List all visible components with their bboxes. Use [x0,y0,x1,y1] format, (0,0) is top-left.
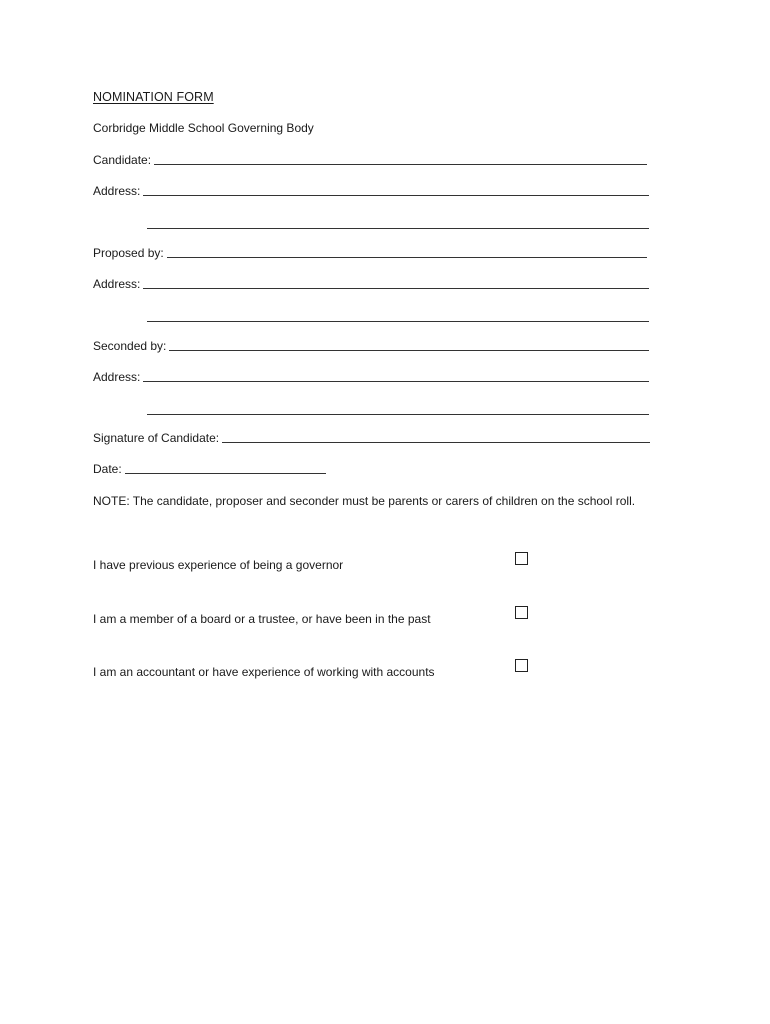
proposer-address-label: Address: [93,277,141,291]
checklist-item-board-trustee [93,610,533,628]
proposer-address-field[interactable] [93,275,649,291]
governor-experience-checkbox[interactable] [515,552,528,565]
candidate-input-line[interactable] [154,152,647,165]
proposed-by-input-line[interactable] [167,245,647,258]
candidate-label: Candidate: [93,153,152,167]
date-field[interactable] [93,460,326,476]
seconded-by-field[interactable] [93,337,649,353]
candidate-address-input-line[interactable] [143,183,649,196]
candidate-address-field[interactable] [93,182,649,198]
checklist-label: I am an accountant or have experience of working with accounts [93,665,435,679]
checklist-item-accounts-experience [93,663,533,681]
form-title: NOMINATION FORM [93,90,214,104]
seconder-address-line-2[interactable] [147,413,649,415]
seconder-address-field[interactable] [93,368,649,384]
checklist-label: I have previous experience of being a governor [93,558,344,572]
seconder-address-input-line[interactable] [143,369,649,382]
signature-input-line[interactable] [222,430,650,443]
candidate-address-line-2[interactable] [147,227,649,229]
proposed-by-label: Proposed by: [93,246,164,260]
seconded-by-input-line[interactable] [169,338,649,351]
proposed-by-field[interactable] [93,244,647,260]
date-input-line[interactable] [125,461,326,474]
seconded-by-label: Seconded by: [93,339,167,353]
accounts-experience-checkbox[interactable] [515,659,528,672]
seconder-address-label: Address: [93,370,141,384]
form-subtitle: Corbridge Middle School Governing Body [93,121,314,135]
signature-field[interactable] [93,429,650,445]
checklist-item-governor-experience [93,556,533,574]
date-label: Date: [93,462,122,476]
signature-label: Signature of Candidate: [93,431,220,445]
candidate-address-label: Address: [93,184,141,198]
candidate-field[interactable] [93,151,647,167]
board-trustee-checkbox[interactable] [515,606,528,619]
eligibility-note: NOTE: The candidate, proposer and seconder must be parents or carers of children on the school roll. [93,494,636,508]
proposer-address-line-2[interactable] [147,320,649,322]
checklist-label: I am a member of a board or a trustee, or have been in the past [93,612,431,626]
proposer-address-input-line[interactable] [143,276,649,289]
